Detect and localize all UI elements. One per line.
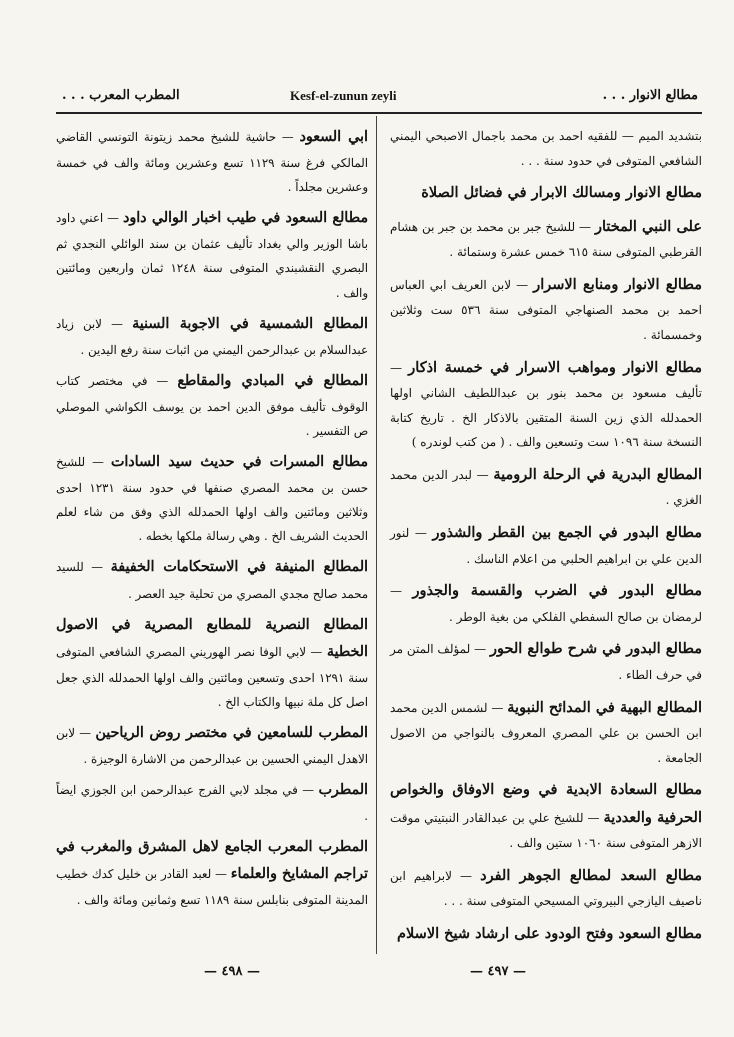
- entry: [390, 694, 702, 771]
- entry-title: مطالع الانوار ومنابع الاسرار: [533, 275, 702, 293]
- page-number-right: — ٤٩٧ —: [470, 964, 527, 979]
- entry-body: — لرمضان بن صالح السفطي الفلكي من بغية الوطر .: [390, 584, 702, 624]
- entry-title: مطالع الانوار ومواهب الاسرار في خمسة اذكار: [408, 358, 702, 376]
- entry: [390, 271, 702, 348]
- entry-body: — لابن الاهدل اليمني الحسين بن عبدالرحمن من الاشارة الوجيزة .: [56, 725, 368, 767]
- entry-title: مطالع البدور في الضرب والقسمة والجذور: [412, 582, 702, 600]
- entry: [390, 776, 702, 856]
- entry: [390, 179, 702, 207]
- entry: [56, 720, 368, 771]
- entry: [390, 920, 702, 948]
- entry: [390, 124, 702, 173]
- entry-body: — للشيخ حسن بن محمد المصري صنفها في حدود سنة ١٢٣١ احدى وثلاثين ومائتين والف اولها الحمدلله الذي وفق من شاء لعلم الحديث الشريف الخ . وهي رسالة ملكها بخطه .: [56, 455, 368, 544]
- entry-title: المطالع في المبادي والمقاطع: [177, 372, 368, 389]
- entry: [56, 311, 368, 362]
- column-divider: [376, 116, 377, 954]
- entry-body: — لابن العريف ابي العباس احمد بن محمد الصنهاجي المتوفى سنة ٥٣٦ ست وثلاثين وخمسمائة .: [390, 277, 702, 343]
- running-header-right: مطالع الانوار . . .: [602, 88, 698, 103]
- entry: [56, 124, 368, 199]
- entry-body: — اعني داود باشا الوزير والي بغداد تأليف عثمان بن سند الوائلي النجدي ثم البصري النقشبندي المتوفى سنة ١٢٤٨ ثمان واربعين ومائتين والف .: [56, 211, 368, 300]
- left-column: [56, 124, 368, 919]
- entry: [390, 213, 702, 265]
- entry-title: على النبي المختار: [594, 217, 702, 235]
- entry-body: — في مختصر كتاب الوقوف تأليف موفق الدين احمد بن يوسف الكواشي الموصلي ص التفسير .: [56, 373, 368, 438]
- entry: [56, 205, 368, 304]
- entry-body: — حاشية للشيخ محمد زيتونة التونسي القاضي المالكي فرغ سنة ١١٢٩ تسع وعشرين ومائة والف في خمسة وعشرين مجلداً .: [56, 130, 368, 195]
- entry-title: المطرب المعرب الجامع لاهل المشرق والمغرب في تراجم المشايخ والعلماء: [56, 839, 368, 883]
- entry: [56, 612, 368, 714]
- entry-body: — لمؤلف المتن مر في حرف الطاء .: [390, 642, 702, 682]
- entry-body: — لابي الوفا نصر الهوريني المصري الشافعي المتوفى سنة ١٢٩١ احدى وتسعين ومائتين والف اولها الحمدلله الذي جعل اصل كل ملة نبيها والكتاب الخ .: [56, 644, 368, 709]
- entry: [56, 368, 368, 443]
- entry: [390, 461, 702, 513]
- entry-body: — للشيخ علي بن عبدالقادر النبتيتي موقت الازهر المتوفى سنة ١٠٦٠ ستين والف .: [390, 810, 702, 851]
- entry: [390, 635, 702, 687]
- entry: [56, 834, 368, 912]
- entry-title: مطالع البدور في الجمع بين القطر والشذور: [432, 524, 702, 542]
- entry-title: المطرب للسامعين في مختصر روض الرياحين: [95, 724, 368, 741]
- entry-title: المطالع البهية في المدائح النبوية: [507, 698, 702, 716]
- entry-body: بتشديد الميم — للفقيه احمد بن محمد باجمال الاصبحي اليمني الشافعي المتوفى في حدود سنة . . .: [390, 129, 702, 168]
- entry-body: — لعبد القادر بن خليل كدك خطيب المدينة المتوفى بنابلس سنة ١١٨٩ تسع وثمانين ومائة والف .: [56, 867, 368, 908]
- entry-body: — لنور الدين علي بن ابراهيم الحلبي من اعلام الناسك .: [390, 526, 702, 566]
- entry-title: المطالع المنيفة في الاستحكامات الخفيفة: [110, 559, 368, 576]
- entry-title: مطالع السعود في طيب اخبار الوالي داود: [123, 210, 368, 227]
- entry: [56, 777, 368, 828]
- entry-title: مطالع السعادة الابدية في وضع الاوفاق والخواص الحرفية والعددية: [390, 781, 702, 826]
- entry-body: — لابراهيم ابن ناصيف اليازجي البيروتي المسيحي المتوفى سنة . . .: [390, 868, 702, 909]
- entry-body: — لابن زياد عبدالسلام بن عبدالرحمن اليمني من اثبات سنة رفع اليدين .: [56, 316, 368, 357]
- entry: [56, 554, 368, 605]
- running-header-left: المطرب المعرب . . .: [62, 88, 180, 103]
- entry-body: — لبدر الدين محمد الغزي .: [390, 467, 702, 508]
- entry: [390, 577, 702, 629]
- entry-body: — للسيد محمد صالح مجدي المصري من تحلية جيد العصر .: [56, 560, 368, 601]
- entry-title: المطالع الشمسية في الاجوبة السنية: [132, 315, 368, 332]
- entry-body: — للشيخ جبر بن محمد بن جبر بن هشام القرطبي المتوفى سنة ٦١٥ خمس عشرة وستمائة .: [390, 219, 702, 260]
- entry: [390, 862, 702, 914]
- entry: [390, 354, 702, 455]
- entry-title: مطالع السعود وفتح الودود على ارشاد شيخ الاسلام: [397, 925, 702, 943]
- entry-title: مطالع البدور في شرح طوالع الحور: [489, 640, 702, 658]
- entry-title: المطرب: [318, 782, 368, 799]
- entry-title: مطالع المسرات في حديث سيد السادات: [110, 454, 368, 471]
- entry-title: ابي السعود: [299, 129, 368, 145]
- entry-body: — لشمس الدين محمد ابن الحسن بن علي المصري المعروف بالنواجي من الاصول الجامعة .: [390, 700, 702, 765]
- right-column: [390, 124, 702, 954]
- page-number-left: — ٤٩٨ —: [204, 964, 261, 979]
- entry-title: مطالع الانوار ومسالك الابرار في فضائل الصلاة: [421, 184, 702, 202]
- entry-title: المطالع البدرية في الرحلة الرومية: [493, 465, 702, 483]
- running-header-center: Kesf-el-zunun zeyli: [290, 88, 397, 103]
- header-rule: [56, 112, 702, 114]
- entry: [390, 519, 702, 571]
- entry-body: — في مجلد لابي الفرج عبدالرحمن ابن الجوزي ايضاً .: [56, 783, 368, 824]
- entry-title: مطالع السعد لمطالع الجوهر الفرد: [480, 866, 702, 884]
- entry-title: المطالع النصرية للمطابع المصرية في الاصول الخطية: [56, 616, 368, 660]
- entry-body: — تأليف مسعود بن محمد بنور بن عبداللطيف الشاني اولها الحمدلله الذي زين السنة المتقين بالاذكار الخ . تاريخ كتابة النسخة سنة ١٠٩٦ ست وتسعين والف . ( من كتب لوندره ): [390, 360, 702, 450]
- entry: [56, 449, 368, 548]
